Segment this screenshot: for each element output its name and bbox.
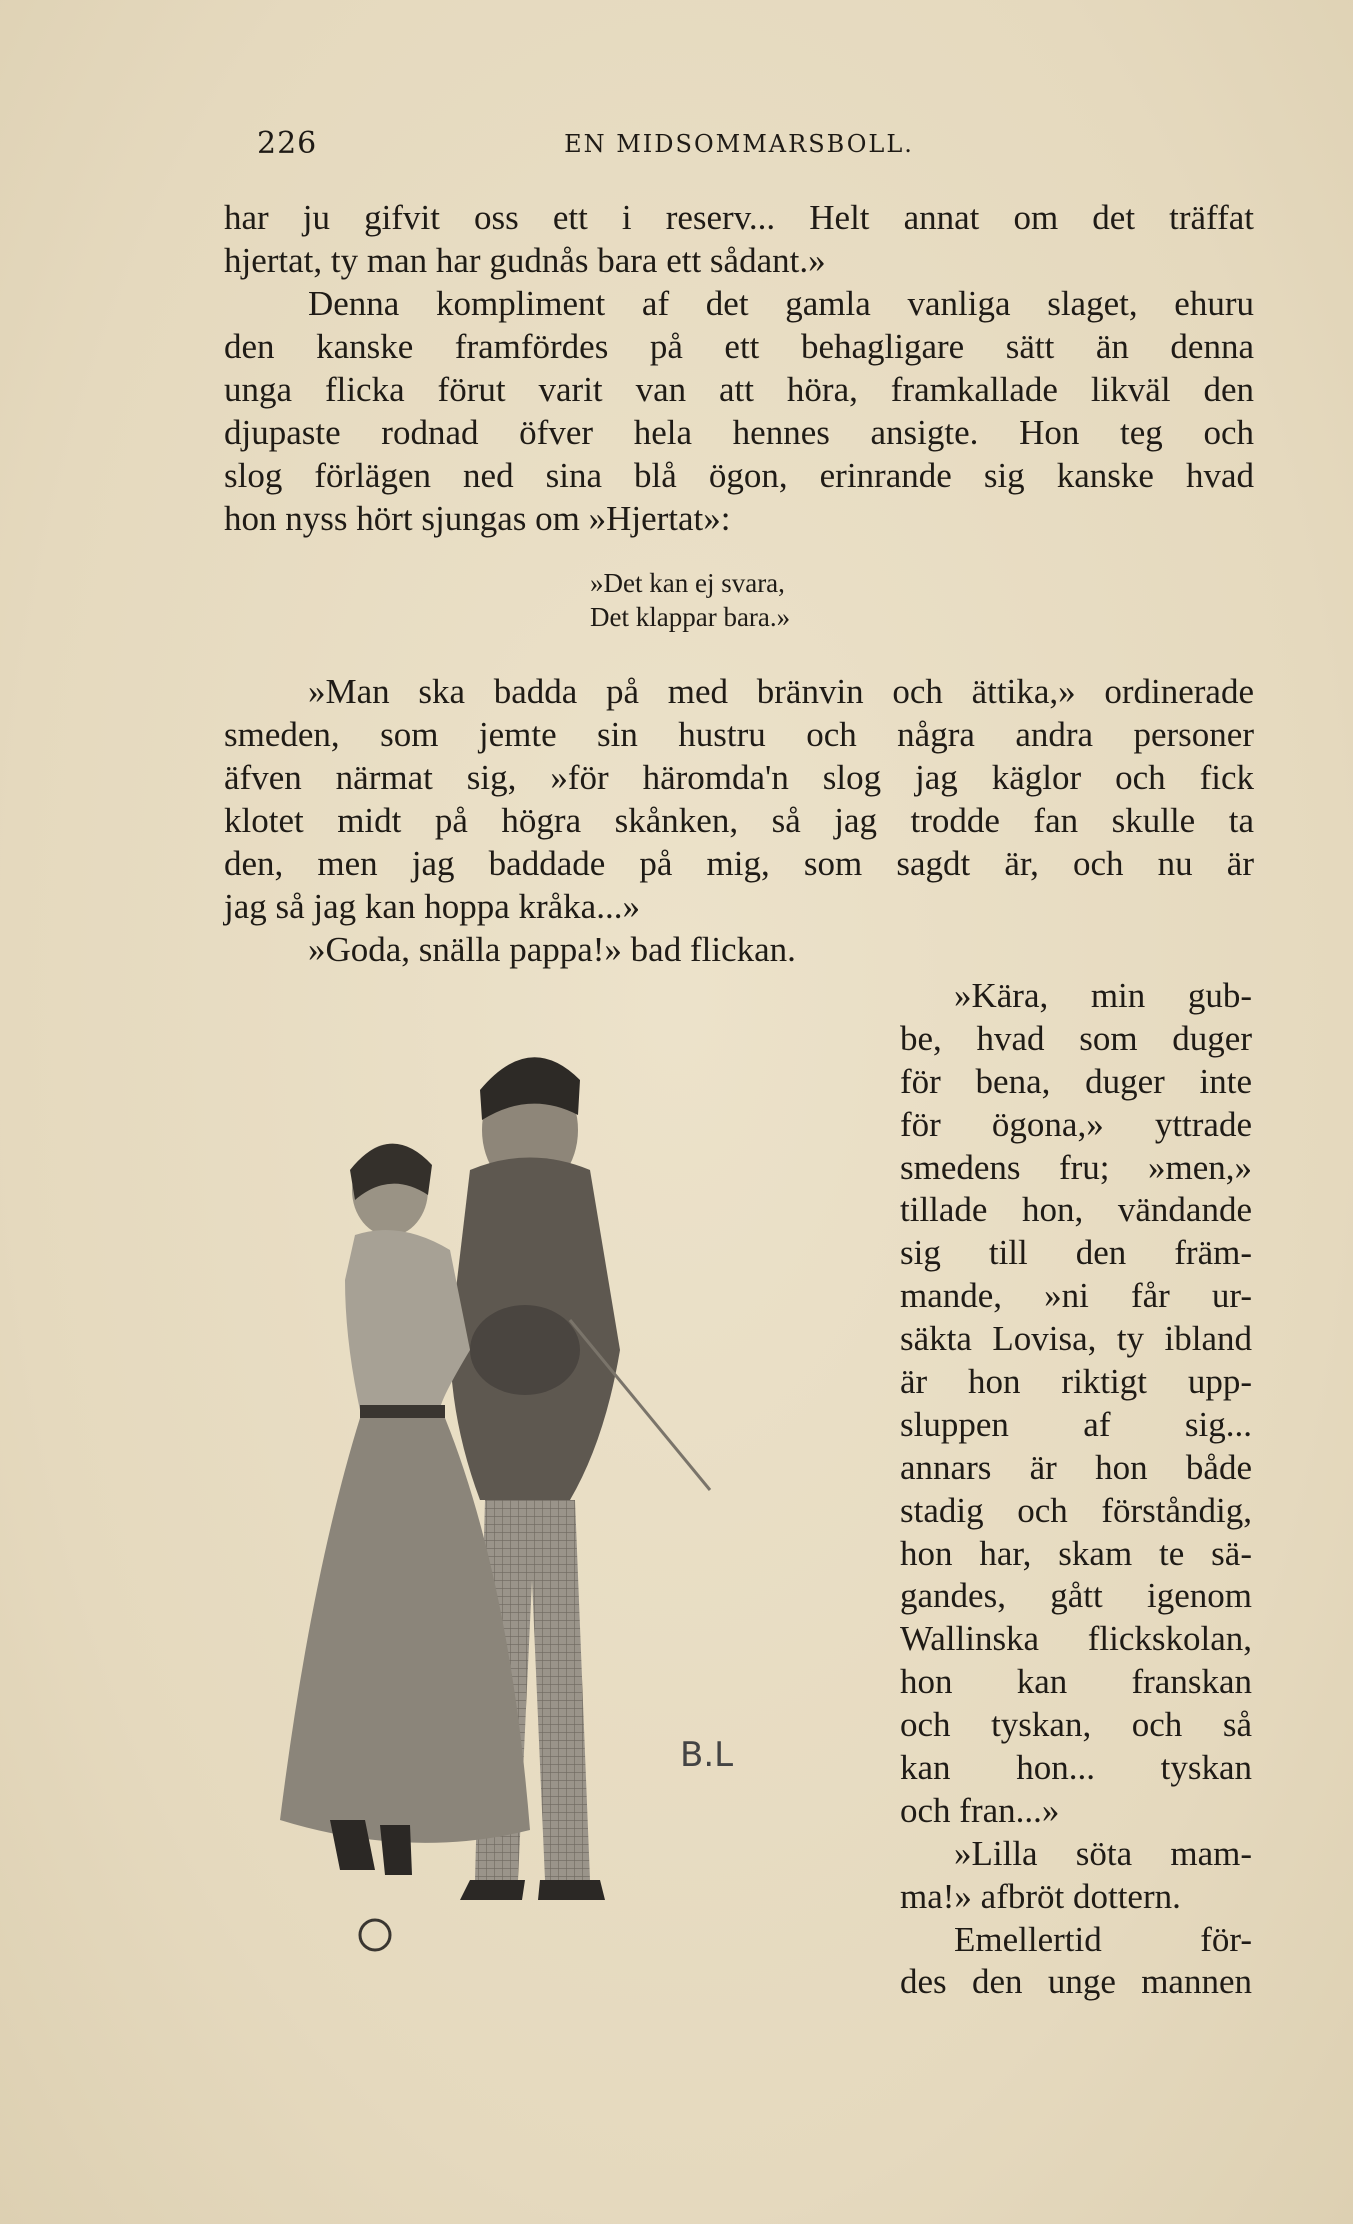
text-line: sluppen af sig... xyxy=(900,1404,1252,1444)
text-line: tillade hon, vändande xyxy=(900,1190,1252,1230)
text-line: Denna kompliment af det gamla vanliga slaget, ehuru xyxy=(308,284,1254,323)
paragraph-2 xyxy=(224,282,1254,540)
text-line: annars är hon både xyxy=(900,1447,1252,1487)
text-line: och tyskan, och så xyxy=(900,1705,1252,1745)
text-line: klotet midt på högra skånken, så jag trodde fan skulle ta xyxy=(224,801,1254,840)
text-line: »Man ska badda på med bränvin och ättika,» ordinerade xyxy=(308,672,1254,711)
text-line: kan hon... tyskan xyxy=(900,1748,1252,1788)
page-number: 226 xyxy=(257,126,318,161)
text-line: ma!» afbröt dottern. xyxy=(900,1876,1181,1916)
text-line: »Goda, snälla pappa!» bad flickan. xyxy=(308,930,796,969)
text-line: »Lilla söta mam- xyxy=(954,1833,1252,1873)
text-line: för bena, duger inte xyxy=(900,1061,1252,1101)
paragraph-1 xyxy=(224,196,1254,282)
text-line: smedens fru; »men,» xyxy=(900,1147,1252,1187)
text-line: Emellertid för- xyxy=(954,1919,1252,1959)
text-line: och fran...» xyxy=(900,1790,1060,1830)
running-title: EN MIDSOMMARSBOLL. xyxy=(564,130,914,158)
text-line: hon kan franskan xyxy=(900,1662,1252,1702)
text-line: »Kära, min gub- xyxy=(954,976,1252,1015)
verse-line: »Det kan ej svara, xyxy=(590,568,785,598)
verse-line: Det klappar bara.» xyxy=(590,602,791,632)
text-line: unga flicka förut varit van att höra, framkallade likväl den xyxy=(224,370,1254,409)
dancing-couple-illustration xyxy=(150,1020,750,1980)
illustrator-signature: B.L xyxy=(680,1735,734,1775)
text-line: är hon riktigt upp- xyxy=(900,1362,1252,1402)
text-line: för ögona,» yttrade xyxy=(900,1104,1252,1144)
text-line: stadig och förståndig, xyxy=(900,1490,1252,1530)
text-line: har ju gifvit oss ett i reserv... Helt annat om det träffat xyxy=(224,198,1254,237)
text-line: den kanske framfördes på ett behagligare sätt än denna xyxy=(224,327,1254,366)
text-line: be, hvad som duger xyxy=(900,1018,1252,1058)
right-column-text xyxy=(900,974,1252,2003)
text-line: slog förlägen ned sina blå ögon, erinrande sig kanske hvad xyxy=(224,456,1254,495)
text-line: gandes, gått igenom xyxy=(900,1576,1252,1616)
page-header xyxy=(224,126,1254,166)
text-line: smeden, som jemte sin hustru och några andra personer xyxy=(224,715,1254,754)
text-line: hon har, skam te sä- xyxy=(900,1533,1252,1573)
text-line: hon nyss hört sjungas om »Hjertat»: xyxy=(224,499,731,538)
text-line: hjertat, ty man har gudnås bara ett sådant.» xyxy=(224,241,826,280)
paragraph-4 xyxy=(224,928,1254,971)
text-line: sig till den främ- xyxy=(900,1233,1252,1273)
text-line: mande, »ni får ur- xyxy=(900,1276,1252,1316)
text-line: djupaste rodnad öfver hela hennes ansigte. Hon teg och xyxy=(224,413,1254,452)
text-line: säkta Lovisa, ty ibland xyxy=(900,1319,1252,1359)
text-line: den, men jag baddade på mig, som sagdt är, och nu är xyxy=(224,844,1254,883)
text-line: jag så jag kan hoppa kråka...» xyxy=(224,887,640,926)
text-line: äfven närmat sig, »för häromda'n slog jag käglor och fick xyxy=(224,758,1254,797)
verse-quote xyxy=(590,566,790,634)
text-line: Wallinska flickskolan, xyxy=(900,1619,1252,1659)
paragraph-3 xyxy=(224,670,1254,928)
text-line: des den unge mannen xyxy=(900,1962,1252,2002)
printer-mark-icon xyxy=(360,1920,390,1950)
